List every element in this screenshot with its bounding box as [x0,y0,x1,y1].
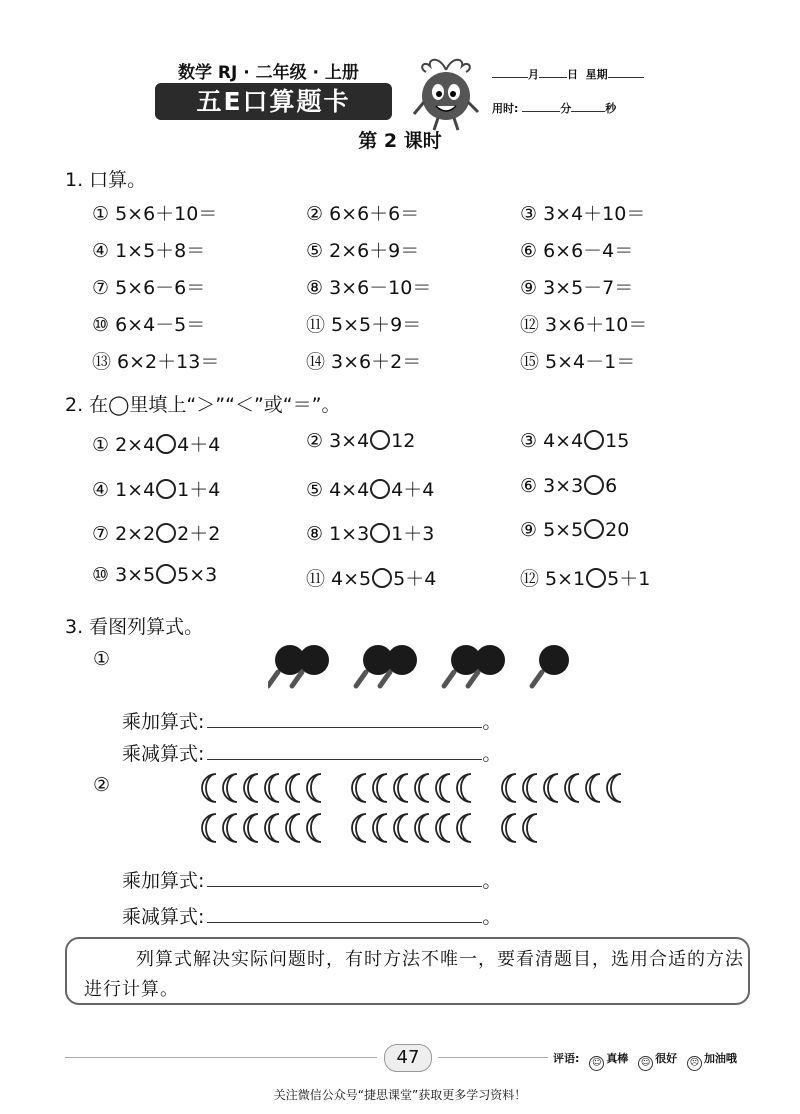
second-label: 秒 [605,102,617,115]
review-label: 评语: [553,1052,580,1065]
q2-item [306,430,520,475]
q1-item[interactable]: ④ 1×5＋8＝ [92,240,206,262]
moon-icon [436,774,450,802]
review-great: 真棒 [606,1052,629,1065]
time-label: 用时: [492,102,519,115]
q2-left: ⑦ 2×2 [92,523,156,545]
try-face-icon[interactable]: ☹ [687,1056,702,1071]
promo-text: 关注微信公众号“捷思课堂”获取更多学习资料！ [273,1088,527,1102]
moon-icon [502,774,516,802]
time-line[interactable] [492,100,616,116]
date-line[interactable] [492,66,644,82]
q2-left: ⑪ 4×5 [306,567,372,590]
q2-item [92,564,306,609]
q2-left: ⑤ 4×4 [306,478,370,501]
moon-icon [265,774,279,802]
q2-grid [92,430,734,608]
p1-sub-row [122,739,501,766]
moon-icon [244,814,258,842]
end-mark: 。 [482,711,502,733]
lesson-title: 第 2 课时 [358,130,442,152]
great-face-icon[interactable]: ☺ [589,1056,604,1071]
moon-icon [415,814,429,842]
q2-left: ③ 4×4 [520,430,584,452]
moon-icon [244,774,258,802]
week-label: 星期 [585,68,608,81]
q1-title: 1. 口算。 [65,169,147,191]
q2-left: ① 2×4 [92,434,156,456]
add-formula-label: 乘加算式: [122,711,205,733]
q2-right: 5×3 [177,563,218,586]
answer-circle[interactable] [584,519,604,539]
review-bar [553,1050,737,1071]
q2-right: 4＋4 [391,478,435,501]
mascot-icon [410,52,482,132]
q2-right: 2＋2 [177,523,221,545]
end-mark: 。 [482,743,502,765]
moon-icon [394,814,408,842]
page-number: 47 [384,1044,432,1072]
q1-item[interactable]: ③ 3×4＋10＝ [520,203,646,225]
q2-left: ⑫ 5×1 [520,567,586,590]
q2-left: ② 3×4 [306,430,370,452]
answer-circle[interactable] [372,568,392,588]
banner-title: 五E口算题卡 [155,83,392,120]
end-mark: 。 [482,870,502,892]
q1-item[interactable]: ⑤ 2×6＋9＝ [306,240,420,262]
answer-circle[interactable] [156,523,176,543]
q2-right: 12 [391,430,416,452]
footer-rule-right [438,1057,548,1058]
moon-icon [373,814,387,842]
add-formula-blank[interactable] [207,866,482,887]
answer-circle[interactable] [156,479,176,499]
q2-right: 15 [605,430,630,452]
q2-item [92,519,306,564]
answer-circle[interactable] [156,564,176,584]
q1-item[interactable]: ⑬ 6×2＋13＝ [92,351,220,373]
q2-left: ⑧ 1×3 [306,523,370,545]
paddle-picture [268,642,588,692]
q1-item[interactable]: ⑮ 5×4－1＝ [520,351,636,373]
moon-icon [202,814,216,842]
q2-left: ⑥ 3×3 [520,474,584,497]
answer-circle[interactable] [584,430,604,450]
q2-item [306,519,520,564]
moon-icon [286,774,300,802]
moon-icon [202,774,216,802]
q2-item [520,519,734,564]
review-good: 很好 [655,1052,678,1065]
q1-item[interactable]: ⑩ 6×4－5＝ [92,314,206,336]
answer-circle[interactable] [370,430,390,450]
answer-circle[interactable] [370,479,390,499]
q2-item [306,475,520,520]
moon-icon [307,814,321,842]
review-try: 加油哦 [703,1052,737,1065]
q2-right: 20 [605,519,630,541]
q2-right: 1＋3 [391,523,435,545]
sub-formula-blank[interactable] [207,902,482,923]
moon-icon [352,814,366,842]
moon-icon [286,814,300,842]
q2-item [520,475,734,520]
q3-part1-number: ① [93,648,111,670]
moon-icon [352,774,366,802]
q2-item [92,430,306,475]
q2-right: 5＋4 [393,567,437,590]
q1-item[interactable]: ② 6×6＋6＝ [306,203,420,225]
answer-circle[interactable] [584,475,604,495]
moon-icon [415,774,429,802]
p2-add-row [122,866,501,893]
moon-icon [373,774,387,802]
q2-left: ⑨ 5×5 [520,519,584,541]
moon-icon [523,814,537,842]
p1-add-row [122,707,501,734]
q2-left: ④ 1×4 [92,478,156,501]
tip-text: 列算式解决实际问题时，有时方法不唯一，要看清题目，选用合适的方法进行计算。 [84,949,744,1000]
q3-title: 3. 看图列算式。 [65,616,204,638]
moon-icon [607,774,621,802]
p2-sub-row [122,902,501,929]
q2-item [306,564,520,609]
footer-rule-left [65,1057,377,1058]
q3-part2-number: ② [93,774,111,796]
q1-item[interactable]: ⑧ 3×6－10＝ [306,277,432,299]
moon-icon [394,774,408,802]
moon-icon [457,774,471,802]
answer-circle[interactable] [586,568,606,588]
day-label: 日 [567,68,578,81]
q2-right: 5＋1 [607,567,651,590]
q1-grid [92,199,734,384]
moon-icon [523,774,537,802]
moon-icon [307,774,321,802]
q2-title: 2. 在◯里填上“＞”“＜”或“＝”。 [65,394,341,416]
moon-icon [457,814,471,842]
q2-right: 1＋4 [177,478,221,501]
moon-icon [544,774,558,802]
end-mark: 。 [482,906,502,928]
answer-circle[interactable] [370,523,390,543]
q1-item[interactable]: ① 5×6＋10＝ [92,203,218,225]
subject-label: 数学 RJ · 二年级 · 上册 [178,63,359,83]
q1-item[interactable]: ⑭ 3×6＋2＝ [306,351,422,373]
q1-item[interactable]: ⑨ 3×5－7＝ [520,277,634,299]
moon-icon [265,814,279,842]
moon-icon [586,774,600,802]
minute-label: 分 [560,102,572,115]
moon-icon [223,774,237,802]
q2-right: 4＋4 [177,434,221,456]
add-formula-blank[interactable] [207,707,482,728]
sub-formula-label: 乘减算式: [122,743,205,765]
q2-left: ⑩ 3×5 [92,563,156,586]
q2-item [520,564,734,609]
moon-icon [223,814,237,842]
good-face-icon[interactable]: ☺ [638,1056,653,1071]
add-formula-label: 乘加算式: [122,870,205,892]
moon-icon [502,814,516,842]
moon-icon [565,774,579,802]
sub-formula-label: 乘减算式: [122,906,205,928]
answer-circle[interactable] [156,434,176,454]
moon-picture [200,770,640,850]
sub-formula-blank[interactable] [207,739,482,760]
moon-icon [436,814,450,842]
q2-item [520,430,734,475]
q2-right: 6 [605,474,618,497]
q1-item[interactable]: ⑪ 5×5＋9＝ [306,314,422,336]
paddle-icon [532,645,569,686]
q1-item[interactable]: ⑫ 3×6＋10＝ [520,314,648,336]
q1-item[interactable]: ⑦ 5×6－6＝ [92,277,206,299]
month-label: 月 [528,68,539,81]
q1-item[interactable]: ⑥ 6×6－4＝ [520,240,634,262]
q2-item [92,475,306,520]
